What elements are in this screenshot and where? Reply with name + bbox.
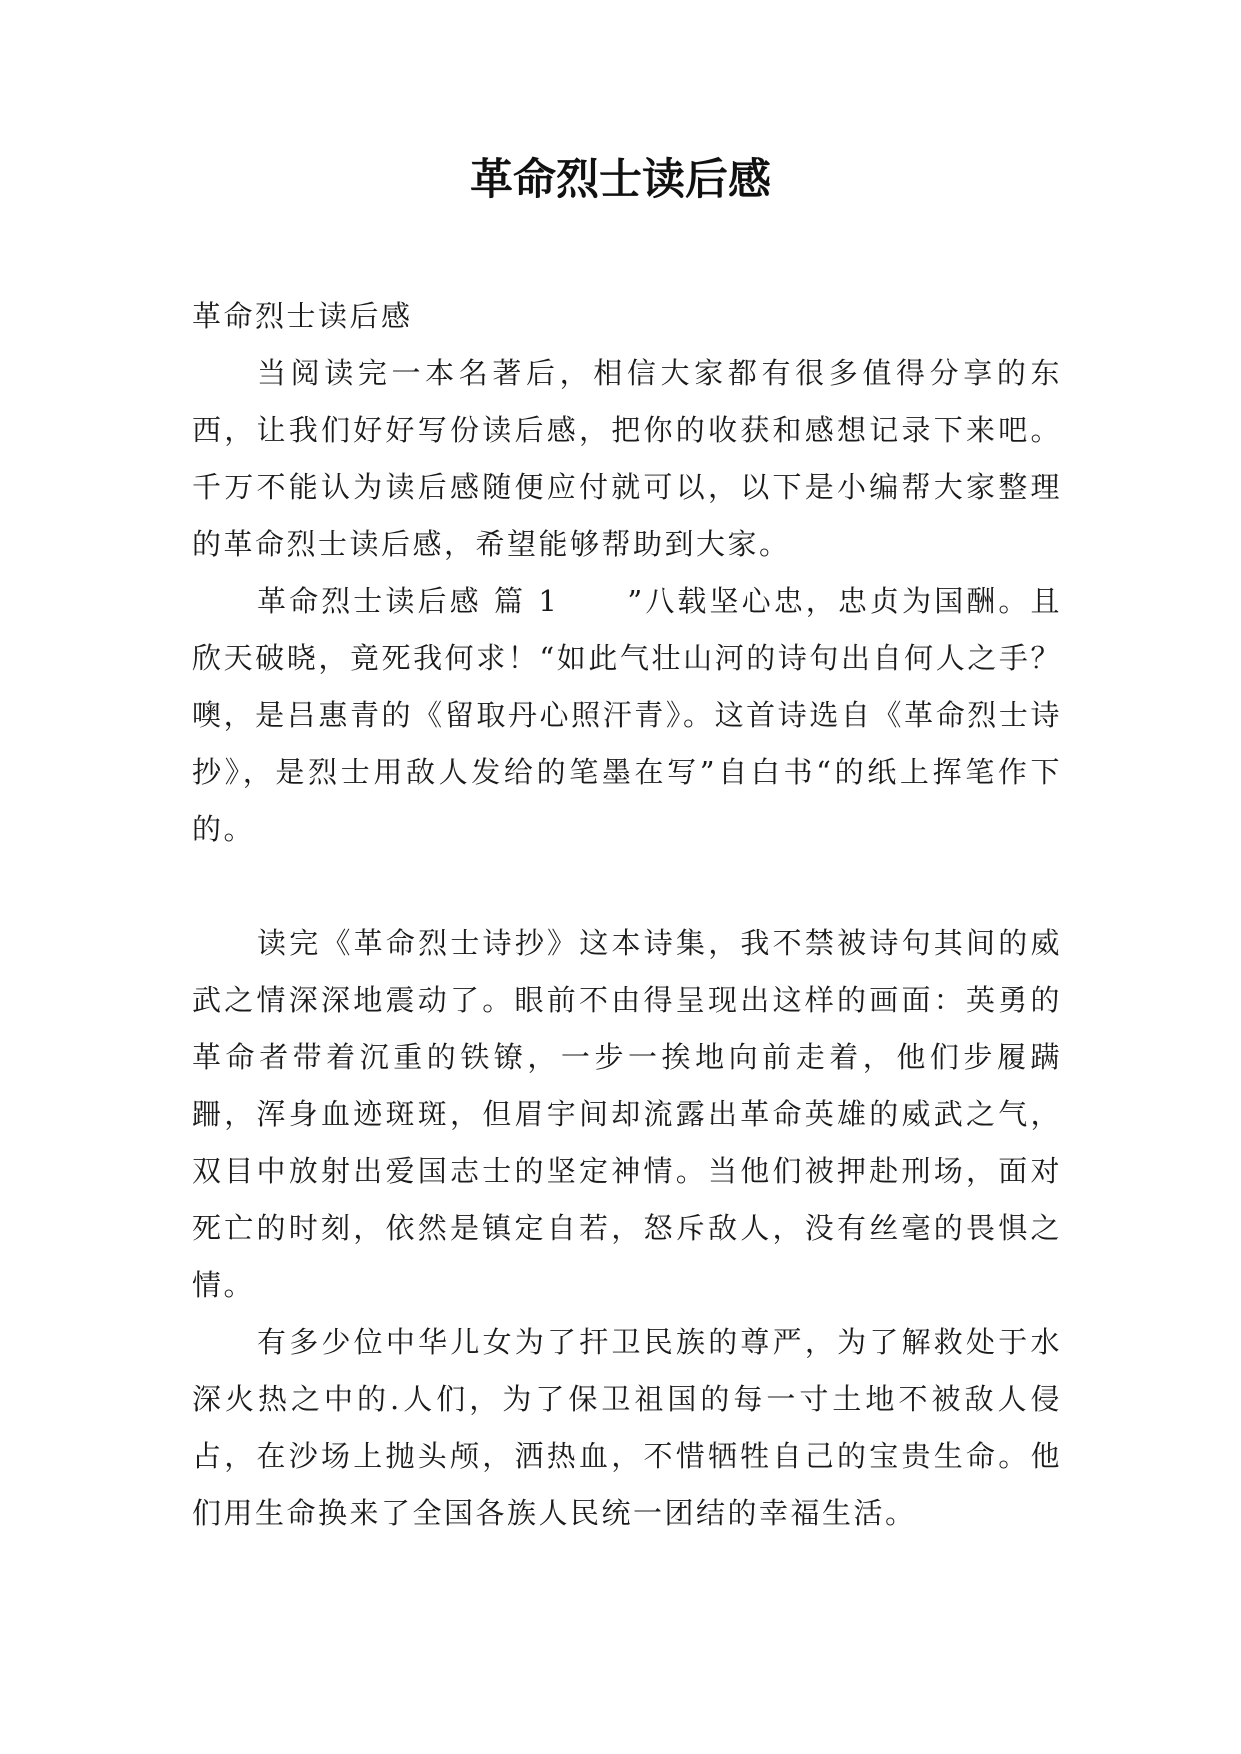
section-heading: 革命烈士读后感 篇 1 <box>257 584 560 618</box>
section-paragraph <box>192 573 1062 858</box>
body-paragraph-2: 读完《革命烈士诗抄》这本诗集，我不禁被诗句其间的威武之情深深地震动了。眼前不由得呈现出这样的画面：英勇的革命者带着沉重的铁镣，一步一挨地向前走着，他们步履蹒跚，浑身血迹斑斑，但眉宇间却流露出革命英雄的威武之气，双目中放射出爱国志士的坚定神情。当他们被押赴刑场，面对死亡的时刻，依然是镇定自若，怒斥敌人，没有丝毫的畏惧之情。 <box>192 926 1062 1302</box>
document-subtitle: 革命烈士读后感 <box>192 299 413 333</box>
intro-paragraph: 当阅读完一本名著后，相信大家都有很多值得分享的东西，让我们好好写份读后感，把你的收获和感想记录下来吧。千万不能认为读后感随便应付就可以，以下是小编帮大家整理的革命烈士读后感，希望能够帮助到大家。 <box>192 356 1062 561</box>
document-body <box>192 288 1062 1542</box>
paragraph-gap <box>192 858 1062 915</box>
body-paragraph-3: 有多少位中华儿女为了扞卫民族的尊严，为了解救处于水深火热之中的.人们，为了保卫祖国的每一寸土地不被敌人侵占，在沙场上抛头颅，洒热血，不惜牺牲自己的宝贵生命。他们用生命换来了全国各族人民统一团结的幸福生活。 <box>192 1325 1062 1530</box>
section-paragraph-text: ”八载坚心忠，忠贞为国酬。且欣天破晓，竟死我何求！“如此气壮山河的诗句出自何人之手？噢，是吕惠青的《留取丹心照汗青》。这首诗选自《革命烈士诗抄》，是烈士用敌人发给的笔墨在写”自白书“的纸上挥笔作下的。 <box>192 584 1063 846</box>
document-title: 革命烈士读后感 <box>470 155 771 205</box>
